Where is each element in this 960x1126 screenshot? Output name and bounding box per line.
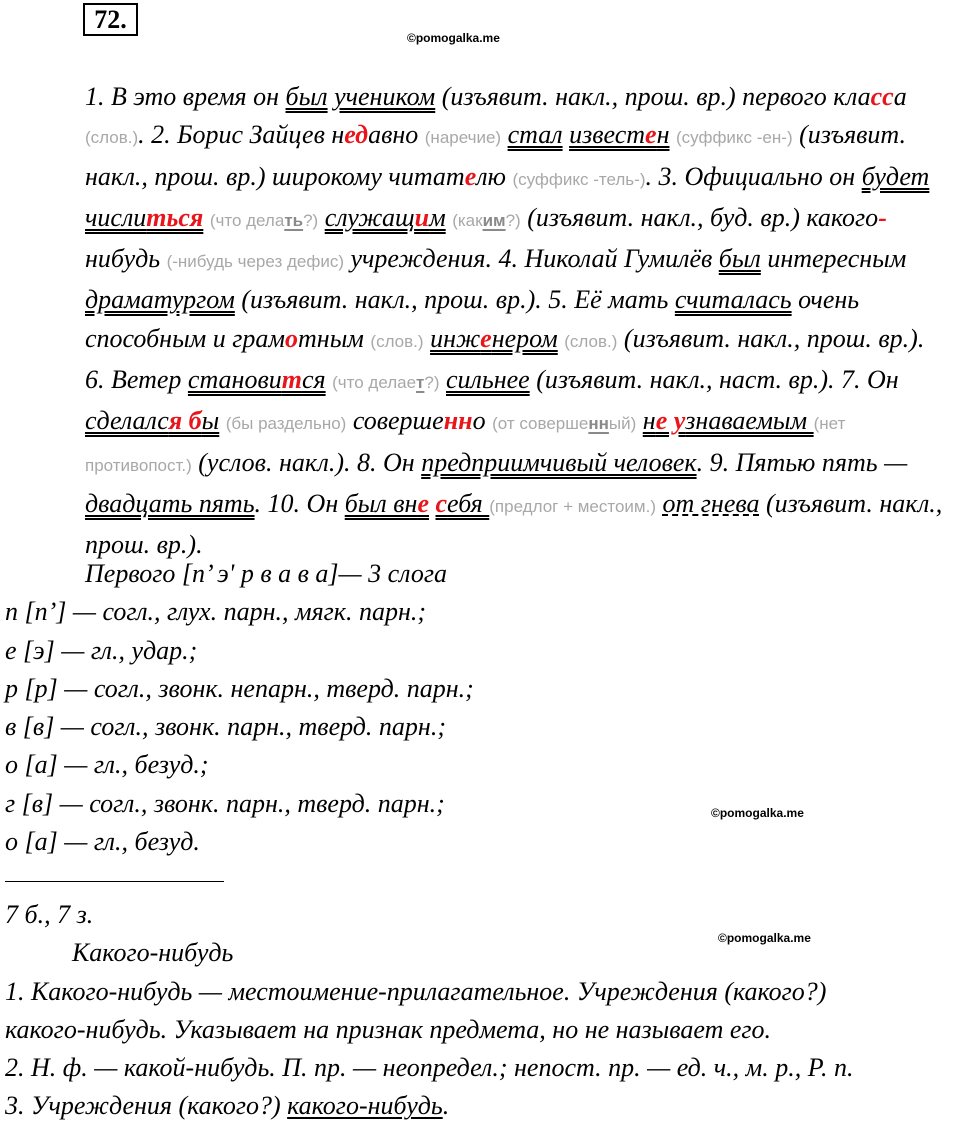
predicate: сильнее [446, 365, 530, 395]
phonetic-line: п [п’] — согл., глух. парн., мягк. парн.; [5, 597, 427, 627]
note: (нет противопост.) [85, 414, 846, 475]
exercise-text [5, 78, 950, 565]
predicate: учеником [334, 82, 436, 111]
phonetic-line: о [а] — гл., безуд. [5, 827, 200, 857]
watermark: ©pomogalka.me [711, 806, 804, 820]
analysis-title: Какого-нибудь [72, 938, 234, 968]
sentences-paragraph: 1. В это время он был учеником (изъявит. накл., прош. вр.) первого класса (слов.). 2. Борис Зайцев недавно (наречие) стал известен (суффикс -ен-) (изъявит. накл., прош. вр.) широкому читателю (суффикс -тель-). 3. Официально он будет числиться (что делать?) служащим (каким?) (изъявит. накл., буд. вр.) какого-нибудь (-нибудь через дефис) учреждения. 4. Николай Гумилёв был интересным драматургом (изъявит. накл., прош. вр.). 5. Её мать считалась очень способным и грамотным (слов.) инженером (слов.) (изъявит. накл., прош. вр.). 6. Ветер становится (что делает?) сильнее (изъявит. накл., наст. вр.). 7. Он сделался бы (бы раздельно) совершенно (от совершенный) не узнаваемым (нет противопост.) (услов. накл.). 8. Он предприимчивый человек. 9. Пятью пять — двадцать пять. 10. Он был вне себя (предлог + местоим.) от гнева (изъявит. накл., прош. вр.). [85, 82, 943, 560]
note: (-нибудь через дефис) [166, 252, 344, 272]
phonetic-line: о [а] — гл., безуд.; [5, 750, 209, 780]
note: (предлог + местоим.) [489, 496, 656, 516]
predicate: инженером [430, 323, 558, 353]
phonetic-line: р [р] — согл., звонк. непарн., тверд. парн.; [5, 673, 474, 703]
predicate: сделался бы [85, 406, 220, 436]
phonetic-analysis [5, 555, 474, 861]
phonetic-heading: Первого [п’ э' р в а в а]— 3 слога [85, 559, 447, 588]
predicate: становится [187, 365, 326, 395]
phonetic-line: в [в] — согл., звонк. парн., тверд. парн.; [5, 712, 446, 742]
note: (от совершенный) [492, 414, 637, 434]
letter-sound-count: 7 б., 7 з. [5, 900, 94, 929]
phonetic-line: е [э] — гл., удар.; [5, 635, 198, 665]
note: (слов.) [85, 128, 139, 148]
watermark: ©pomogalka.me [718, 931, 811, 945]
predicate: считалась [674, 285, 792, 315]
exercise-number: 72. [83, 3, 138, 36]
predicate: будет [861, 161, 930, 191]
predicate: драматургом [85, 285, 235, 315]
note: (что делает?) [332, 373, 440, 393]
predicate: известен [569, 120, 670, 150]
predicate: был [718, 244, 761, 274]
predicate: был [285, 82, 328, 111]
note: (что делать?) [209, 210, 319, 230]
predicate: числиться [85, 202, 204, 232]
predicate: служащим [324, 202, 446, 232]
watermark: ©pomogalka.me [407, 31, 500, 45]
analysis-line: 3. Учреждения (какого?) какого-нибудь. [5, 1091, 450, 1121]
note: (наречие) [424, 128, 502, 148]
analysis-line: 2. Н. ф. — какой-нибудь. П. пр. — неопредел.; непост. пр. — ед. ч., м. р., Р. п. [5, 1053, 854, 1083]
morphology-analysis [5, 896, 955, 1126]
note: (каким?) [452, 210, 521, 230]
analysis-line: какого-нибудь. Указывает на признак предмета, но не называет его. [5, 1014, 772, 1044]
note: (суффикс -тель-) [512, 169, 646, 189]
predicate: двадцать пять [85, 488, 255, 518]
predicate: предприимчивый человек [421, 447, 697, 477]
adverbial: от гнева [662, 488, 760, 518]
predicate: себя [435, 488, 490, 518]
divider [5, 881, 224, 882]
predicate: был вне [344, 488, 429, 518]
note: (бы раздельно) [225, 414, 347, 434]
phonetic-line: г [в] — согл., звонк. парн., тверд. парн.; [5, 788, 445, 818]
predicate: не узнаваемым [642, 406, 814, 436]
note: (слов.) [370, 331, 424, 351]
note: (слов.) [564, 331, 618, 351]
predicate: стал [507, 120, 563, 150]
note: (суффикс -ен-) [675, 128, 793, 148]
analysis-line: 1. Какого-нибудь — местоимение-прилагательное. Учреждения (какого?) [5, 976, 827, 1006]
